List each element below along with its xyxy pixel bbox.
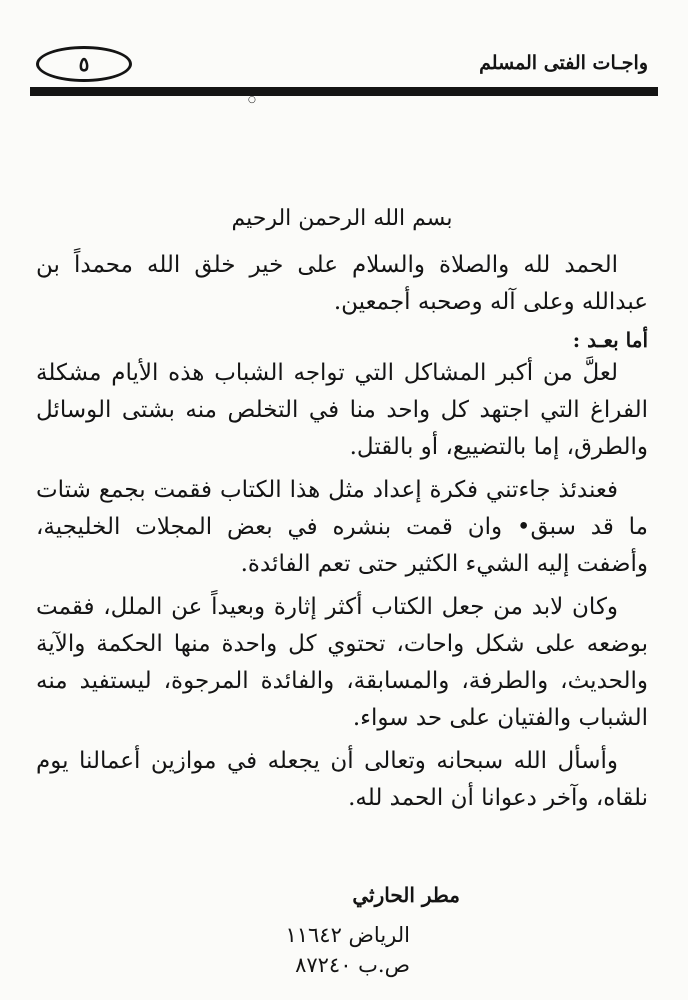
author-pobox: ص.ب ٨٧٢٤٠: [295, 953, 410, 977]
page-number: ٥: [36, 46, 132, 82]
author-city: الرياض ١١٦٤٢: [285, 923, 410, 947]
signature-block: [160, 880, 460, 980]
paragraph-format: وكان لابد من جعل الكتاب أكثر إثارة وبعيداً عن الملل، فقمت بوضعه على شكل واحات، تحتوي كل واحدة منها الحكمة والآية والحديث، والطرفة، والمسابقة، والفائدة المرجوة، ليستفيد منه الشباب والفتيان على حد سواء.: [36, 594, 648, 731]
paragraph-idea: فعندئذ جاءتني فكرة إعداد مثل هذا الكتاب فقمت بجمع شتات ما قد سبق• وان قمت بنشره في بعض المجلات الخليجية، وأضفت إليه الشيء الكثير حتى تعم الفائدة.: [36, 477, 648, 577]
amma-bad-heading: أما بعـد :: [572, 328, 648, 352]
page-header: [30, 40, 658, 105]
rule-dot: ○: [248, 95, 256, 105]
basmala: بسم الله الرحمن الرحيم: [231, 206, 453, 231]
paragraph-praise: الحمد لله والصلاة والسلام على خير خلق الله محمداً بن عبدالله وعلى آله وصحبه أجمعين.: [36, 252, 648, 315]
author-name: مطر الحارثي: [352, 883, 460, 907]
page-body: [36, 200, 648, 817]
header-rule: [30, 87, 658, 96]
paragraph-closing: وأسأل الله سبحانه وتعالى أن يجعله في موازين أعمالنا يوم نلقاه، وآخر دعوانا أن الحمد لله.: [36, 748, 648, 811]
paragraph-problem: لعلَّ من أكبر المشاكل التي تواجه الشباب هذه الأيام مشكلة الفراغ التي اجتهد كل واحد منا في التخلص منه بشتى الوسائل والطرق، إما بالتضييع، أو بالقتل.: [36, 360, 648, 460]
running-title: واجـات الفتى المسلم: [479, 52, 648, 74]
